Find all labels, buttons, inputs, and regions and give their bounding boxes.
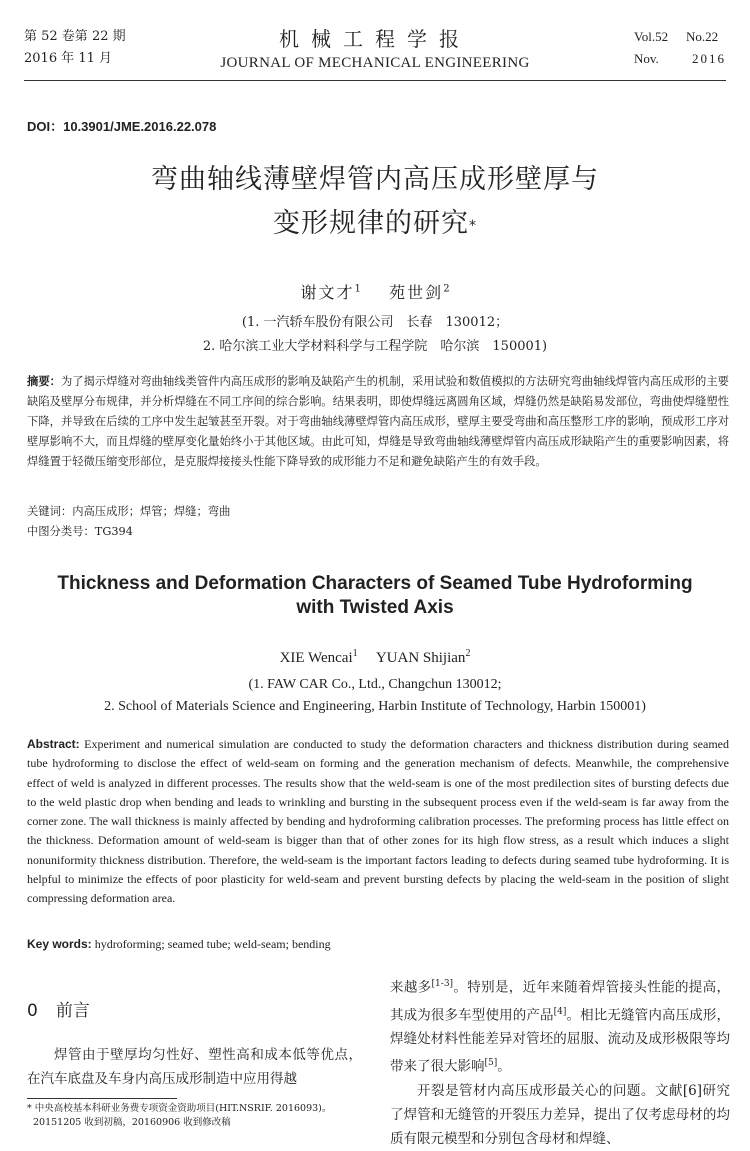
title-zh xyxy=(0,158,750,246)
affiliation-zh-1: (1. 一汽轿车股份有限公司 长春 130012； xyxy=(241,315,509,330)
classification-zh xyxy=(27,522,133,542)
title-en-line1: Thickness and Deformation Characters of Seamed Tube Hydroforming xyxy=(57,573,693,594)
doi: DOI：10.3901/JME.2016.22.078 xyxy=(27,119,217,134)
keywords-zh-text: 内高压成形；焊管；焊缝；弯曲 xyxy=(72,505,231,518)
author-zh: 苑世剑 xyxy=(389,283,444,302)
abstract-en xyxy=(27,735,729,909)
author-sup: 1 xyxy=(354,283,361,295)
journal-name-zh: 机械工程学报 xyxy=(279,27,471,51)
body-paragraph xyxy=(390,972,730,1079)
body-text: 。 xyxy=(497,1058,511,1075)
section-heading xyxy=(27,996,362,1021)
abstract-en-text: Experiment and numerical simulation are conducted to study the deformation characters and thickness distribution during seamed tube hydroforming to disclose the effect of weld-seam on forming and the generation mechanism of defects. Meanwhile, the comprehensive effect of weld is analyzed in different processes. The results show that the weld-seam is one of the most predilection sites of bursting defects due to the weld plastic drop when bending and leads to wrinkling and bursting in the subsequent process even if the weld-seam is far away from the corner zone. The wall thickness is mainly affected by bending and hydroforming calibration processes. The preforming process has little effect on the thickness. Deformation amount of weld-seam is bigger than that of other zones for its high flow stress, as a result which induces a slight nonuniformity thickness distribution. Therefore, the weld-seam is the important factors leading to defects during seamed tube hydroforming. It is helpful to minimize the effects of poor plasticity for weld-seam and prevent bursting defects by placing the weld-seam in the position of slight compressing deformation area. xyxy=(27,737,729,906)
title-en xyxy=(0,572,750,620)
abstract-zh-label: 摘要： xyxy=(27,375,61,388)
body-column-right xyxy=(390,972,730,1151)
footnote-divider xyxy=(27,1098,177,1099)
body-paragraph: 焊管由于壁厚均匀性好、塑性高和成本低等优点，在汽车底盘及车身内高压成形制造中应用得越 xyxy=(27,1047,362,1087)
issue-info-en xyxy=(634,26,726,70)
affiliation-en-1: (1. FAW CAR Co., Ltd., Changchun 130012; xyxy=(248,677,502,692)
abstract-zh xyxy=(27,372,729,472)
authors-en xyxy=(0,648,750,667)
abstract-zh-text: 为了揭示焊缝对弯曲轴线类管件内高压成形的影响及缺陷产生的机制，采用试验和数值模拟的方法研究弯曲轴线焊管内高压成形的主要缺陷及壁厚分布规律，并分析焊缝在不同工序间的综合影响。结果表明，即使焊缝远离圆角区域，焊缝仍然是缺陷易发部位，弯曲使焊缝塑性下降，并导致在后续的工序中发生起皱甚至开裂。对于弯曲轴线薄壁焊管内高压成形，壁厚主要受弯曲和高压整形工序的影响，预成形工序对壁厚影响不大，而且焊缝的壁厚变化量始终小于其他区域。由此可知，焊缝是导致弯曲轴线薄壁焊管内高压成形缺陷产生的重要影响因素，将焊缝置于轻微压缩变形部位，是克服焊接接头性能下降导致的成形能力不足和避免缺陷产生的有效手段。 xyxy=(27,375,729,468)
classification-label: 中图分类号： xyxy=(27,525,95,538)
title-en-line2: with Twisted Axis xyxy=(296,597,454,618)
issue-date: 2016 年 11 月 xyxy=(24,51,113,66)
author-zh: 谢文才 xyxy=(300,283,355,302)
keywords-en-label: Key words: xyxy=(27,937,92,951)
journal-name xyxy=(24,26,726,74)
body-text: 来越多 xyxy=(390,979,432,996)
keywords-en xyxy=(27,937,331,952)
title-zh-line1: 弯曲轴线薄壁焊管内高压成形壁厚与 xyxy=(151,164,599,195)
citation[interactable]: [1-3] xyxy=(431,979,454,989)
author-sup: 1 xyxy=(352,648,358,659)
section-title: 前言 xyxy=(55,1001,90,1021)
body-paragraph: 开裂是管材内高压成形最关心的问题。文献[6]研究了焊管和无缝管的开裂压力差异，提出了仅考虑母材的均质有限元模型和分别包含母材和焊缝、 xyxy=(390,1082,730,1147)
month-en: Nov. xyxy=(634,51,659,66)
keywords-zh-label: 关键词： xyxy=(27,505,73,518)
affiliation-zh-2: 2. 哈尔滨工业大学材料科学与工程学院 哈尔滨 150001) xyxy=(202,339,548,354)
issue-volume: 第 52 卷第 22 期 xyxy=(24,29,126,44)
journal-header xyxy=(24,26,726,78)
body-column-left xyxy=(27,990,362,1091)
authors-zh xyxy=(0,280,750,303)
citation[interactable]: [5] xyxy=(484,1058,498,1068)
keywords-en-text: hydroforming; seamed tube; weld-seam; bending xyxy=(94,937,331,951)
header-divider xyxy=(24,80,726,81)
keywords-zh xyxy=(27,502,230,522)
funding-note: * 中央高校基本科研业务费专项资金资助项目(HIT.NSRIF. 2016093)。 xyxy=(27,1103,332,1114)
body-text: 。相比无缝管内高压成形，焊缝处材料性能差异对管坯的屈服、流动及成形极限等均带来了很大影响 xyxy=(390,1007,730,1075)
section-number: 0 xyxy=(27,1001,38,1021)
citation[interactable]: [4] xyxy=(553,1006,567,1017)
classification-code: TG394 xyxy=(94,525,133,538)
author-sup: 2 xyxy=(443,283,450,295)
title-footnote-mark: * xyxy=(469,218,477,234)
affiliations-zh xyxy=(0,311,750,359)
year-en: 2016 xyxy=(692,51,726,66)
volume-en: Vol.52 xyxy=(634,29,669,44)
number-en: No.22 xyxy=(686,29,719,44)
affiliations-en xyxy=(0,674,750,718)
footnote xyxy=(27,1102,331,1130)
affiliation-en-2: 2. School of Materials Science and Engineering, Harbin Institute of Technology, Harbin 150001) xyxy=(104,699,646,714)
journal-name-en: JOURNAL OF MECHANICAL ENGINEERING xyxy=(220,55,530,71)
abstract-en-label: Abstract: xyxy=(27,737,80,751)
received-dates: 20151205 收到初稿，20160906 收到修改稿 xyxy=(33,1117,231,1128)
author-en: YUAN Shijian xyxy=(375,650,466,666)
author-sup: 2 xyxy=(465,648,471,659)
body-text: 。特别是，近年来随着焊管接头性能的提高，其成为很多车型使用的产品 xyxy=(390,979,731,1023)
author-en: XIE Wencai xyxy=(279,650,353,666)
title-zh-line2: 变形规律的研究 xyxy=(273,208,469,239)
